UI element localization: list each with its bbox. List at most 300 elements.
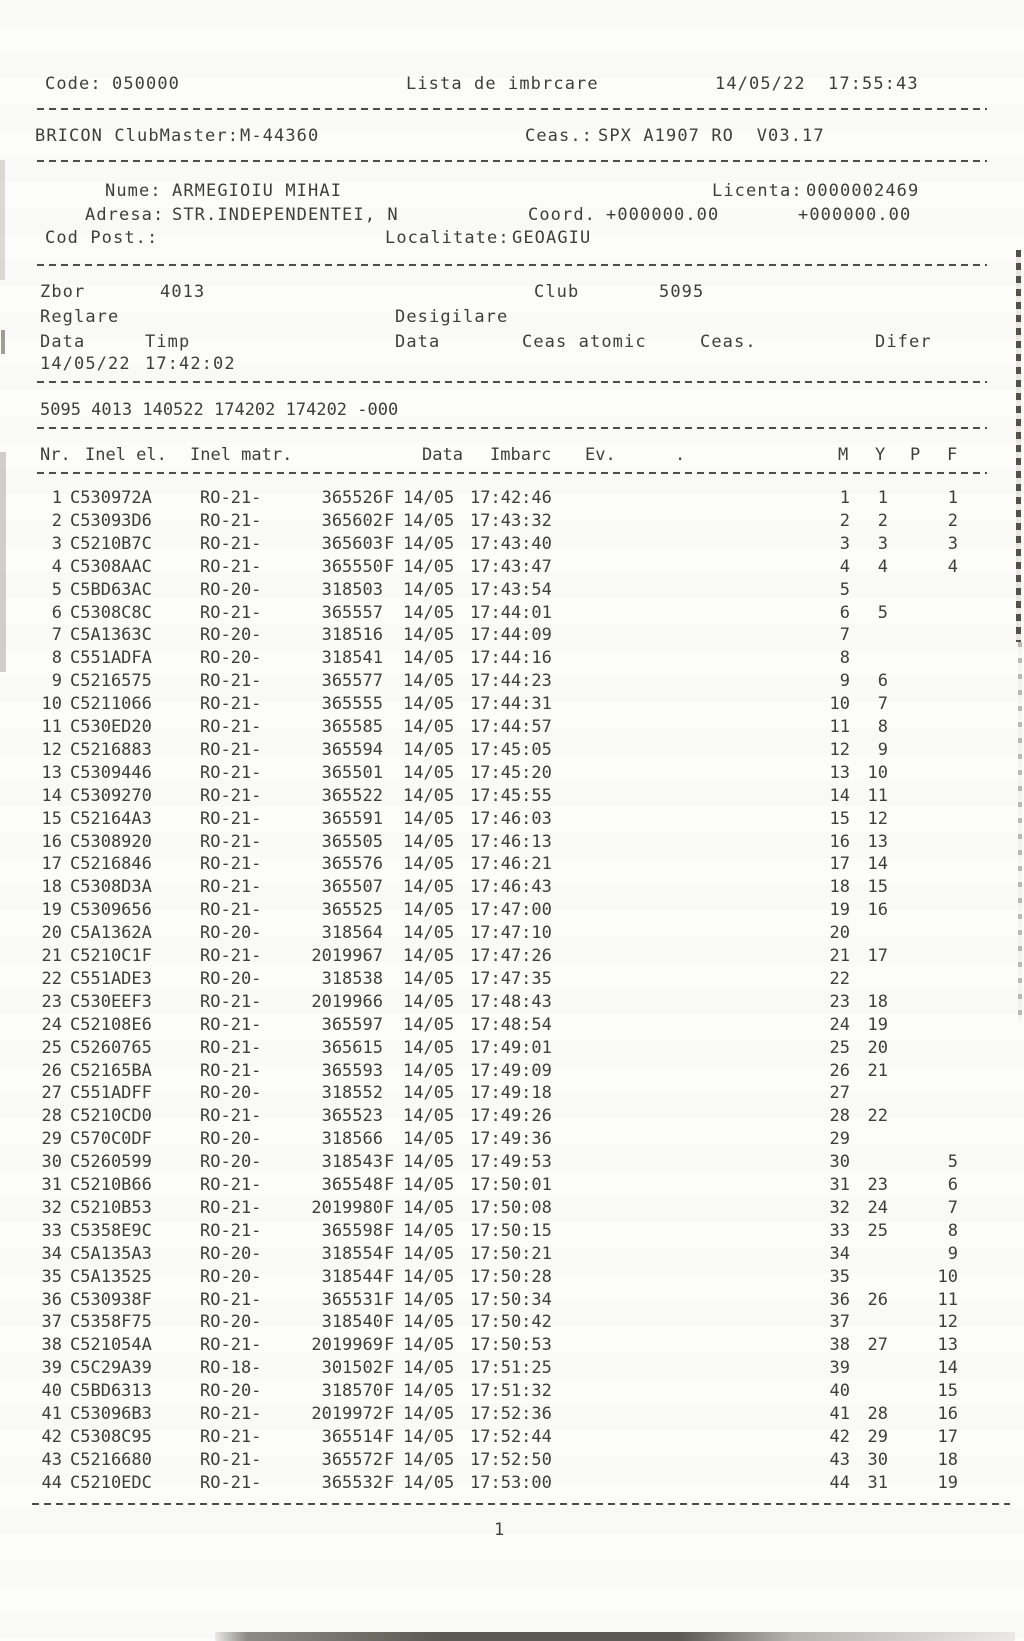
col-data: 14/05 — [403, 1381, 455, 1402]
col-inel-el: C5216883 — [70, 739, 152, 760]
col-m: 36 — [829, 1289, 850, 1310]
table-row — [0, 1312, 1024, 1335]
col-nr: 22 — [41, 968, 62, 989]
col-m: 3 — [839, 533, 850, 554]
col-f: 11 — [937, 1289, 958, 1310]
col-y: 16 — [867, 900, 888, 921]
col-y: 4 — [877, 556, 888, 577]
col-series: RO-21- — [200, 510, 262, 531]
table-row — [0, 1335, 1024, 1358]
col-imbarc: 17:46:21 — [470, 854, 552, 875]
col-series: RO-20- — [200, 648, 262, 669]
col-matr-f-flag: F — [384, 1175, 395, 1195]
col-inel-el: C5308C8C — [70, 602, 152, 623]
table-row — [0, 580, 1024, 603]
col-imbarc: 17:43:47 — [470, 556, 552, 577]
col-imbarc: 17:51:32 — [470, 1381, 552, 1402]
col-imbarc: 17:42:46 — [470, 488, 552, 508]
scan-edge-artifact — [1018, 642, 1022, 1022]
col-imbarc: 17:47:26 — [470, 946, 552, 966]
col-nr: 41 — [41, 1404, 62, 1424]
col-nr: 37 — [41, 1312, 62, 1333]
col-nr: 30 — [41, 1152, 62, 1173]
col-inel-matr: 365577 — [321, 671, 383, 692]
col-m: 17 — [829, 854, 850, 875]
col-header-data: Data — [422, 445, 463, 465]
col-inel-matr: 365594 — [321, 739, 383, 760]
col-y: 23 — [867, 1175, 888, 1195]
col-matr-f-flag: F — [384, 556, 395, 577]
col-m: 26 — [829, 1060, 850, 1081]
col-inel-matr: 365585 — [321, 717, 383, 737]
col-inel-el: C5308D3A — [70, 877, 152, 898]
col-m: 12 — [829, 739, 850, 760]
col-m: 2 — [839, 510, 850, 531]
col-inel-matr: 2019967 — [311, 946, 383, 966]
col-m: 44 — [829, 1472, 850, 1493]
col-data: 14/05 — [403, 556, 455, 577]
table-row — [0, 1358, 1024, 1381]
table-row — [0, 740, 1024, 763]
col-m: 7 — [839, 625, 850, 646]
col-imbarc: 17:52:50 — [470, 1449, 552, 1470]
col-series: RO-20- — [200, 579, 262, 600]
col-inel-el: C5216680 — [70, 1449, 152, 1470]
col-series: RO-20- — [200, 625, 262, 646]
col-m: 43 — [829, 1449, 850, 1470]
col-data: 14/05 — [403, 1060, 455, 1081]
col-m: 21 — [829, 946, 850, 966]
col-inel-matr: 2019969 — [311, 1335, 383, 1356]
col-inel-el: C5210B7C — [70, 533, 152, 554]
col-nr: 38 — [41, 1335, 62, 1356]
col-m: 39 — [829, 1358, 850, 1379]
col-series: RO-21- — [200, 808, 262, 829]
table-row — [0, 671, 1024, 694]
col-inel-el: C570C0DF — [70, 1129, 152, 1150]
col-inel-matr: 365598 — [321, 1220, 383, 1241]
col-inel-el: C5A13525 — [70, 1266, 152, 1287]
col-imbarc: 17:49:09 — [470, 1060, 552, 1081]
col-inel-el: C5A1362A — [70, 923, 152, 944]
table-row — [0, 900, 1024, 923]
col-m: 35 — [829, 1266, 850, 1287]
col-nr: 4 — [51, 556, 62, 577]
col-nr: 33 — [41, 1220, 62, 1241]
col-inel-el: C52108E6 — [70, 1014, 152, 1035]
col-series: RO-21- — [200, 762, 262, 783]
table-row — [0, 1129, 1024, 1152]
col-data: 14/05 — [403, 717, 455, 737]
col-y: 5 — [877, 602, 888, 623]
col-inel-matr: 318541 — [321, 648, 383, 669]
col-f: 9 — [947, 1243, 958, 1264]
col-imbarc: 17:45:05 — [470, 739, 552, 760]
dashed-separator — [37, 108, 987, 110]
col-nr: 13 — [41, 762, 62, 783]
col-y: 9 — [877, 739, 888, 760]
col-m: 34 — [829, 1243, 850, 1264]
col-m: 13 — [829, 762, 850, 783]
col-imbarc: 17:49:26 — [470, 1106, 552, 1127]
col-inel-el: C5A135A3 — [70, 1243, 152, 1264]
col-data: 14/05 — [403, 1243, 455, 1264]
reglare-timp: 17:42:02 — [145, 354, 236, 374]
table-row — [0, 809, 1024, 832]
report-date: 14/05/22 — [715, 74, 806, 94]
col-matr-f-flag: F — [384, 1197, 395, 1218]
col-f: 8 — [947, 1220, 958, 1241]
col-imbarc: 17:43:54 — [470, 579, 552, 600]
col-inel-matr: 365593 — [321, 1060, 383, 1081]
col-inel-matr: 365603 — [321, 533, 383, 554]
col-series: RO-20- — [200, 1266, 262, 1287]
col-imbarc: 17:49:18 — [470, 1083, 552, 1104]
col-inel-matr: 365507 — [321, 877, 383, 898]
col-series: RO-21- — [200, 1175, 262, 1195]
col-imbarc: 17:52:44 — [470, 1426, 552, 1447]
col-y: 17 — [867, 946, 888, 966]
col-inel-el: C5210B66 — [70, 1175, 152, 1195]
col-nr: 20 — [41, 923, 62, 944]
page-number: 1 — [494, 1520, 505, 1540]
col-series: RO-21- — [200, 739, 262, 760]
col-imbarc: 17:44:57 — [470, 717, 552, 737]
col-m: 8 — [839, 648, 850, 669]
col-nr: 17 — [41, 854, 62, 875]
col-matr-f-flag: F — [384, 1289, 395, 1310]
col-series: RO-21- — [200, 946, 262, 966]
col-inel-matr: 318564 — [321, 923, 383, 944]
col-imbarc: 17:49:36 — [470, 1129, 552, 1150]
zbor-value: 4013 — [160, 282, 206, 302]
col-inel-el: C530ED20 — [70, 717, 152, 737]
col-imbarc: 17:44:01 — [470, 602, 552, 623]
col-header-f: F — [947, 445, 958, 465]
col-header-inel-matr: Inel matr. — [190, 445, 293, 465]
col-m: 31 — [829, 1175, 850, 1195]
col-inel-el: C5216846 — [70, 854, 152, 875]
col-series: RO-21- — [200, 1014, 262, 1035]
col-imbarc: 17:49:01 — [470, 1037, 552, 1058]
col-nr: 14 — [41, 785, 62, 806]
col-header-dot: . — [675, 445, 686, 465]
table-row — [0, 854, 1024, 877]
address-value: STR.INDEPENDENTEI, N — [172, 205, 399, 225]
col-nr: 25 — [41, 1037, 62, 1058]
col-nr: 16 — [41, 831, 62, 852]
col-inel-matr: 365557 — [321, 602, 383, 623]
col-nr: 43 — [41, 1449, 62, 1470]
col-series: RO-21- — [200, 533, 262, 554]
col-nr: 8 — [51, 648, 62, 669]
col-data: 14/05 — [403, 1083, 455, 1104]
col-inel-matr: 365548 — [321, 1175, 383, 1195]
col-nr: 36 — [41, 1289, 62, 1310]
reglare-data: 14/05/22 — [40, 354, 131, 374]
col-imbarc: 17:50:01 — [470, 1175, 552, 1195]
col-nr: 27 — [41, 1083, 62, 1104]
col-inel-el: C5260765 — [70, 1037, 152, 1058]
col-y: 27 — [867, 1335, 888, 1356]
col-inel-matr: 365602 — [321, 510, 383, 531]
table-row — [0, 1473, 1024, 1496]
table-row — [0, 1152, 1024, 1175]
col-data: 14/05 — [403, 877, 455, 898]
table-row — [0, 832, 1024, 855]
col-imbarc: 17:49:53 — [470, 1152, 552, 1173]
col-inel-matr: 365501 — [321, 762, 383, 783]
col-y: 26 — [867, 1289, 888, 1310]
col-imbarc: 17:43:32 — [470, 510, 552, 531]
col-data: 14/05 — [403, 968, 455, 989]
col-matr-f-flag: F — [384, 1335, 395, 1356]
table-row — [0, 717, 1024, 740]
col-header-m: M — [838, 445, 849, 465]
clock-value: SPX A1907 RO V03.17 — [598, 126, 825, 146]
locality-label: Localitate: — [385, 228, 510, 248]
col-m: 14 — [829, 785, 850, 806]
col-imbarc: 17:44:16 — [470, 648, 552, 669]
col-series: RO-18- — [200, 1358, 262, 1379]
col-matr-f-flag: F — [384, 1266, 395, 1287]
licence-value: 0000002469 — [806, 181, 920, 201]
dashed-separator — [37, 472, 987, 474]
col-m: 11 — [829, 717, 850, 737]
col-data: 14/05 — [403, 1289, 455, 1310]
col-series: RO-20- — [200, 1381, 262, 1402]
col-imbarc: 17:47:35 — [470, 968, 552, 989]
col-series: RO-21- — [200, 1404, 262, 1424]
col-inel-el: C530EEF3 — [70, 991, 152, 1012]
dashed-separator — [37, 381, 987, 383]
col-nr: 24 — [41, 1014, 62, 1035]
col-inel-matr: 318503 — [321, 579, 383, 600]
col-y: 31 — [867, 1472, 888, 1493]
col-imbarc: 17:50:28 — [470, 1266, 552, 1287]
col-f: 18 — [937, 1449, 958, 1470]
col-inel-matr: 318570 — [321, 1381, 383, 1402]
col-imbarc: 17:46:43 — [470, 877, 552, 898]
col-series: RO-21- — [200, 1472, 262, 1493]
col-data: 14/05 — [403, 1197, 455, 1218]
col-imbarc: 17:47:00 — [470, 900, 552, 921]
col-nr: 23 — [41, 991, 62, 1012]
col-nr: 15 — [41, 808, 62, 829]
col-matr-f-flag: F — [384, 1404, 395, 1424]
col-m: 1 — [839, 488, 850, 508]
col-series: RO-20- — [200, 1312, 262, 1333]
col-series: RO-21- — [200, 900, 262, 921]
col-nr: 44 — [41, 1472, 62, 1493]
col-m: 40 — [829, 1381, 850, 1402]
table-row — [0, 1290, 1024, 1313]
col-inel-matr: 2019980 — [311, 1197, 383, 1218]
col-inel-matr: 365597 — [321, 1014, 383, 1035]
col-data: 14/05 — [403, 831, 455, 852]
ceas-label: Ceas. — [700, 332, 757, 352]
coord-label: Coord. — [528, 205, 597, 225]
table-row — [0, 488, 1024, 511]
device-value: M-44360 — [240, 126, 320, 146]
col-y: 13 — [867, 831, 888, 852]
col-inel-el: C5309656 — [70, 900, 152, 921]
col-data: 14/05 — [403, 854, 455, 875]
col-data: 14/05 — [403, 785, 455, 806]
col-inel-el: C551ADFA — [70, 648, 152, 669]
col-f: 12 — [937, 1312, 958, 1333]
col-matr-f-flag: F — [384, 1220, 395, 1241]
col-data: 14/05 — [403, 1266, 455, 1287]
dashed-separator — [32, 1503, 1010, 1505]
col-inel-matr: 318540 — [321, 1312, 383, 1333]
dashed-separator — [37, 427, 987, 429]
col-header-inel-el: Inel el. — [85, 445, 167, 465]
col-m: 19 — [829, 900, 850, 921]
col-m: 24 — [829, 1014, 850, 1035]
table-row — [0, 511, 1024, 534]
col-m: 38 — [829, 1335, 850, 1356]
col-imbarc: 17:50:15 — [470, 1220, 552, 1241]
col-data: 14/05 — [403, 1037, 455, 1058]
table-row — [0, 1198, 1024, 1221]
table-row — [0, 648, 1024, 671]
zbor-label: Zbor — [40, 282, 86, 302]
col-inel-el: C5358F75 — [70, 1312, 152, 1333]
col-data: 14/05 — [403, 533, 455, 554]
col-nr: 18 — [41, 877, 62, 898]
col-f: 19 — [937, 1472, 958, 1493]
col-f: 10 — [937, 1266, 958, 1287]
col-matr-f-flag: F — [384, 1243, 395, 1264]
col-nr: 28 — [41, 1106, 62, 1127]
col-series: RO-21- — [200, 556, 262, 577]
table-row — [0, 969, 1024, 992]
col-m: 41 — [829, 1404, 850, 1424]
table-row — [0, 786, 1024, 809]
col-series: RO-20- — [200, 1243, 262, 1264]
col-nr: 1 — [51, 488, 62, 508]
col-imbarc: 17:45:55 — [470, 785, 552, 806]
col-series: RO-21- — [200, 785, 262, 806]
col-inel-matr: 301502 — [321, 1358, 383, 1379]
col-series: RO-20- — [200, 968, 262, 989]
col-f: 5 — [947, 1152, 958, 1173]
col-series: RO-20- — [200, 923, 262, 944]
col-data: 14/05 — [403, 1152, 455, 1173]
col-nr: 29 — [41, 1129, 62, 1150]
col-m: 32 — [829, 1197, 850, 1218]
col-header-ev: Ev. — [585, 445, 616, 465]
flight-summary-line: 5095 4013 140522 174202 174202 -000 — [40, 400, 399, 420]
col-matr-f-flag: F — [384, 1358, 395, 1379]
col-imbarc: 17:44:23 — [470, 671, 552, 692]
col-f: 17 — [937, 1426, 958, 1447]
col-data: 14/05 — [403, 1335, 455, 1356]
col-m: 23 — [829, 991, 850, 1012]
table-row — [0, 1061, 1024, 1084]
desigilare-label: Desigilare — [395, 307, 509, 327]
table-row — [0, 1175, 1024, 1198]
col-m: 33 — [829, 1220, 850, 1241]
col-nr: 6 — [51, 602, 62, 623]
table-row — [0, 1106, 1024, 1129]
col-m: 10 — [829, 694, 850, 715]
col-inel-el: C551ADE3 — [70, 968, 152, 989]
col-data: 14/05 — [403, 762, 455, 783]
locality-value: GEOAGIU — [512, 228, 592, 248]
col-data: 14/05 — [403, 671, 455, 692]
col-series: RO-21- — [200, 1426, 262, 1447]
ceas-atomic-label: Ceas atomic — [522, 332, 647, 352]
club-label: Club — [534, 282, 580, 302]
table-row — [0, 763, 1024, 786]
device-label: BRICON ClubMaster: — [35, 126, 240, 146]
col-data: 14/05 — [403, 625, 455, 646]
col-data: 14/05 — [403, 648, 455, 669]
dashed-separator — [37, 264, 987, 266]
col-nr: 40 — [41, 1381, 62, 1402]
col-data: 14/05 — [403, 1426, 455, 1447]
scan-edge-artifact — [1016, 250, 1021, 642]
col-f: 7 — [947, 1197, 958, 1218]
col-f: 6 — [947, 1175, 958, 1195]
table-row — [0, 1038, 1024, 1061]
col-inel-el: C5216575 — [70, 671, 152, 692]
col-y: 28 — [867, 1404, 888, 1424]
col-inel-matr: 365555 — [321, 694, 383, 715]
col-matr-f-flag: F — [384, 488, 395, 508]
col-inel-el: C5308C95 — [70, 1426, 152, 1447]
col-nr: 19 — [41, 900, 62, 921]
table-row — [0, 1083, 1024, 1106]
table-row — [0, 946, 1024, 969]
col-inel-el: C530938F — [70, 1289, 152, 1310]
col-inel-matr: 318538 — [321, 968, 383, 989]
table-row — [0, 625, 1024, 648]
report-time: 17:55:43 — [828, 74, 919, 94]
col-nr: 9 — [51, 671, 62, 692]
col-data: 14/05 — [403, 1129, 455, 1150]
col-nr: 11 — [41, 717, 62, 737]
col-series: RO-21- — [200, 877, 262, 898]
col-imbarc: 17:50:42 — [470, 1312, 552, 1333]
col-m: 37 — [829, 1312, 850, 1333]
col-inel-el: C5358E9C — [70, 1220, 152, 1241]
col-nr: 32 — [41, 1197, 62, 1218]
col-inel-el: C5210CD0 — [70, 1106, 152, 1127]
col-inel-matr: 365550 — [321, 556, 383, 577]
table-row — [0, 1267, 1024, 1290]
col-m: 9 — [839, 671, 850, 692]
col-y: 18 — [867, 991, 888, 1012]
col-inel-el: C5210C1F — [70, 946, 152, 966]
col-inel-el: C5210B53 — [70, 1197, 152, 1218]
col-m: 15 — [829, 808, 850, 829]
col-inel-el: C5309446 — [70, 762, 152, 783]
col-imbarc: 17:44:09 — [470, 625, 552, 646]
col-imbarc: 17:46:13 — [470, 831, 552, 852]
col-m: 27 — [829, 1083, 850, 1104]
col-inel-el: C521054A — [70, 1335, 152, 1356]
col-m: 4 — [839, 556, 850, 577]
col-imbarc: 17:48:43 — [470, 991, 552, 1012]
col-inel-matr: 365514 — [321, 1426, 383, 1447]
col-series: RO-20- — [200, 1152, 262, 1173]
col-matr-f-flag: F — [384, 1426, 395, 1447]
col-f: 1 — [947, 488, 958, 508]
col-data: 14/05 — [403, 579, 455, 600]
